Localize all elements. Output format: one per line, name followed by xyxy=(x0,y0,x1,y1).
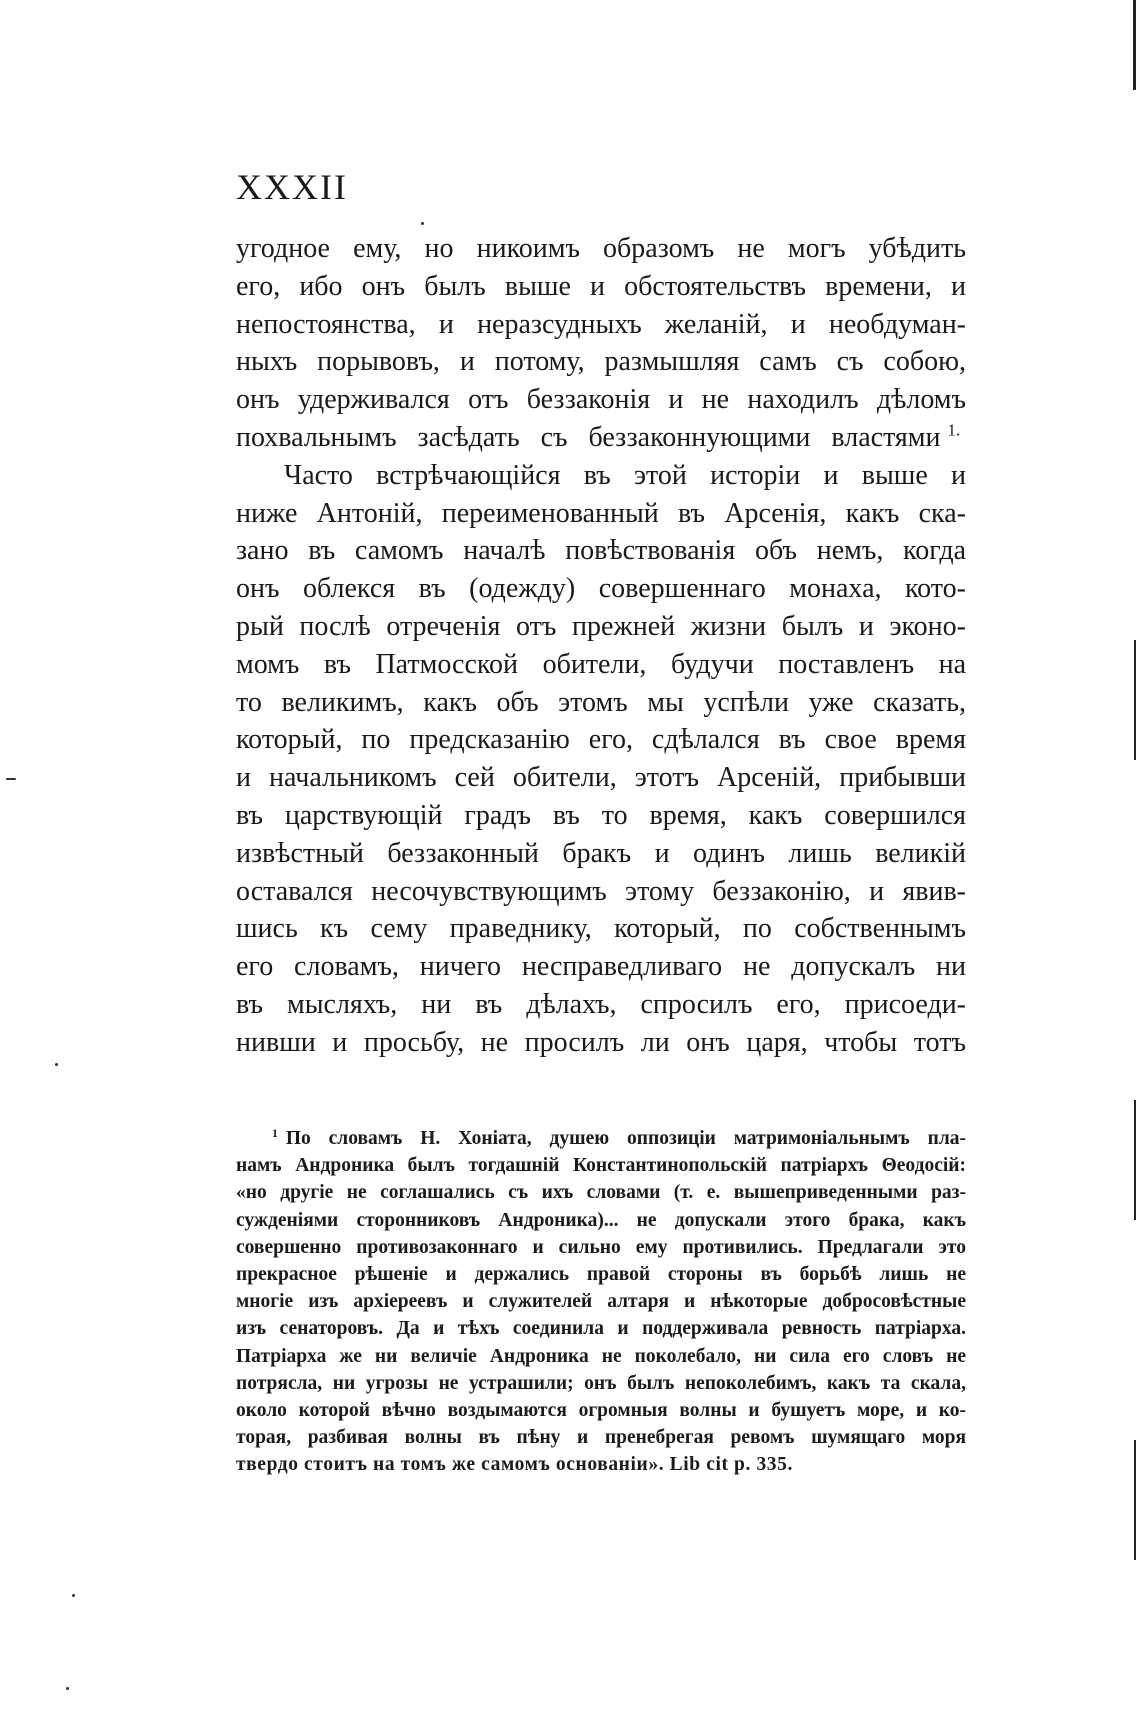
text-line: оставался несочувствующимъ этому беззаконію, и явив- xyxy=(236,875,966,907)
text-line: непостоянства, и неразсудныхъ желаній, и необдуман- xyxy=(236,308,966,340)
footnote-line-content: твердо стоитъ на томъ же самомъ основаніи». Lib cit p. 335. xyxy=(236,1454,793,1476)
page-edge-shadow xyxy=(1134,640,1136,760)
text-line: и начальникомъ сей обители, этотъ Арсеній, прибывши xyxy=(236,762,966,794)
text-line: момъ въ Патмосской обители, будучи поставленъ на xyxy=(236,648,966,680)
footnote-line: потрясла, ни угрозы не устрашили; онъ былъ непоколебимъ, какъ та скала, xyxy=(236,1372,966,1394)
footnote-line: намъ Андроника былъ тогдашній Константинопольскій патріархъ Θеодосій: xyxy=(236,1155,966,1177)
footnote-line: Патріарха же ни величіе Андроника не поколебало, ни сила его словъ не xyxy=(236,1345,966,1367)
page-edge-shadow xyxy=(1134,1440,1136,1560)
text-line: то великимъ, какъ объ этомъ мы успѣли уже сказать, xyxy=(236,686,966,718)
scan-speck xyxy=(6,778,16,780)
text-line: ныхъ порывовъ, и потому, размышляя самъ съ собою, xyxy=(236,346,966,378)
text-line: зано въ самомъ началѣ повѣствованія объ немъ, когда xyxy=(236,535,966,567)
footnote-line: торая, разбивая волны въ пѣну и пренебрегая ревомъ шумящаго моря xyxy=(236,1427,966,1449)
footnote-line: прекрасное рѣшеніе и держались правой стороны въ борьбѣ лишь не xyxy=(236,1263,966,1285)
scan-speck xyxy=(72,1594,75,1597)
text-line-with-ref xyxy=(236,419,966,457)
footnote-reference[interactable]: 1. xyxy=(947,420,961,440)
main-text-body xyxy=(236,230,966,1062)
footnote-line: многіе изъ архіереевъ и служителей алтаря и нѣкоторые добросовѣстные xyxy=(236,1291,966,1313)
text-line: онъ облекся въ (одежду) совершеннаго монаха, кото- xyxy=(236,573,966,605)
footnote-line: совершенно противозаконнаго и сильно ему противились. Предлагали это xyxy=(236,1236,966,1258)
footnote-last-line xyxy=(236,1451,966,1478)
text-line: угодное ему, но никоимъ образомъ не могъ убѣдить xyxy=(236,233,966,264)
text-line: шись къ сему праведнику, который, по собственнымъ xyxy=(236,913,966,945)
page-number: XXXII xyxy=(236,167,348,207)
paragraph-start-line: Часто встрѣчающійся въ этой исторіи и выше и xyxy=(284,459,966,491)
footnote-line: сужденіями сторонниковъ Андроника)... не допускали этого брака, какъ xyxy=(236,1209,966,1231)
text-line: извѣстный беззаконный бракъ и одинъ лишь великій xyxy=(236,837,966,869)
footnote-first-line xyxy=(236,1125,966,1152)
text-line: въ мысляхъ, ни въ дѣлахъ, спросилъ его, присоеди- xyxy=(236,988,966,1020)
footnote xyxy=(236,1125,966,1478)
text-line: рый послѣ отреченія отъ прежней жизни былъ и эконо- xyxy=(236,610,966,642)
page-edge-shadow xyxy=(1133,0,1136,90)
footnote-line: «но другіе не соглашались съ ихъ словами (т. е. вышеприведенными раз- xyxy=(236,1182,966,1204)
footnote-marker: 1 xyxy=(272,1126,278,1140)
text-line: ниже Антоній, переименованный въ Арсенія, какъ ска- xyxy=(236,497,966,529)
footnote-line: около которой вѣчно воздымаются огромныя волны и бушуетъ море, и ко- xyxy=(236,1399,966,1421)
scan-speck xyxy=(66,1687,69,1690)
text-line: его, ибо онъ былъ выше и обстоятельствъ времени, и xyxy=(236,270,966,302)
scan-speck xyxy=(421,222,424,225)
page-edge-shadow xyxy=(1134,1100,1136,1220)
text-line: онъ удерживался отъ беззаконія и не находилъ дѣломъ xyxy=(236,384,966,416)
text-line: который, по предсказанію его, сдѣлался въ свое время xyxy=(236,724,966,756)
text-line: въ царствующій градъ въ то время, какъ совершился xyxy=(236,799,966,831)
footnote-line-content: По словамъ Н. Хоніата, душею оппозиціи матримоніальнымъ пла- xyxy=(285,1128,966,1149)
text-line: его словамъ, ничего несправедливаго не допускалъ ни xyxy=(236,951,966,983)
text-line: нивши и просьбу, не просилъ ли онъ царя, чтобы тотъ xyxy=(236,1026,966,1058)
footnote-line: изъ сенаторовъ. Да и тѣхъ соединила и поддерживала ревность патріарха. xyxy=(236,1318,966,1340)
scan-speck xyxy=(55,1063,58,1066)
text-line-content: похвальнымъ засѣдать съ беззаконнующими властями xyxy=(236,421,941,453)
